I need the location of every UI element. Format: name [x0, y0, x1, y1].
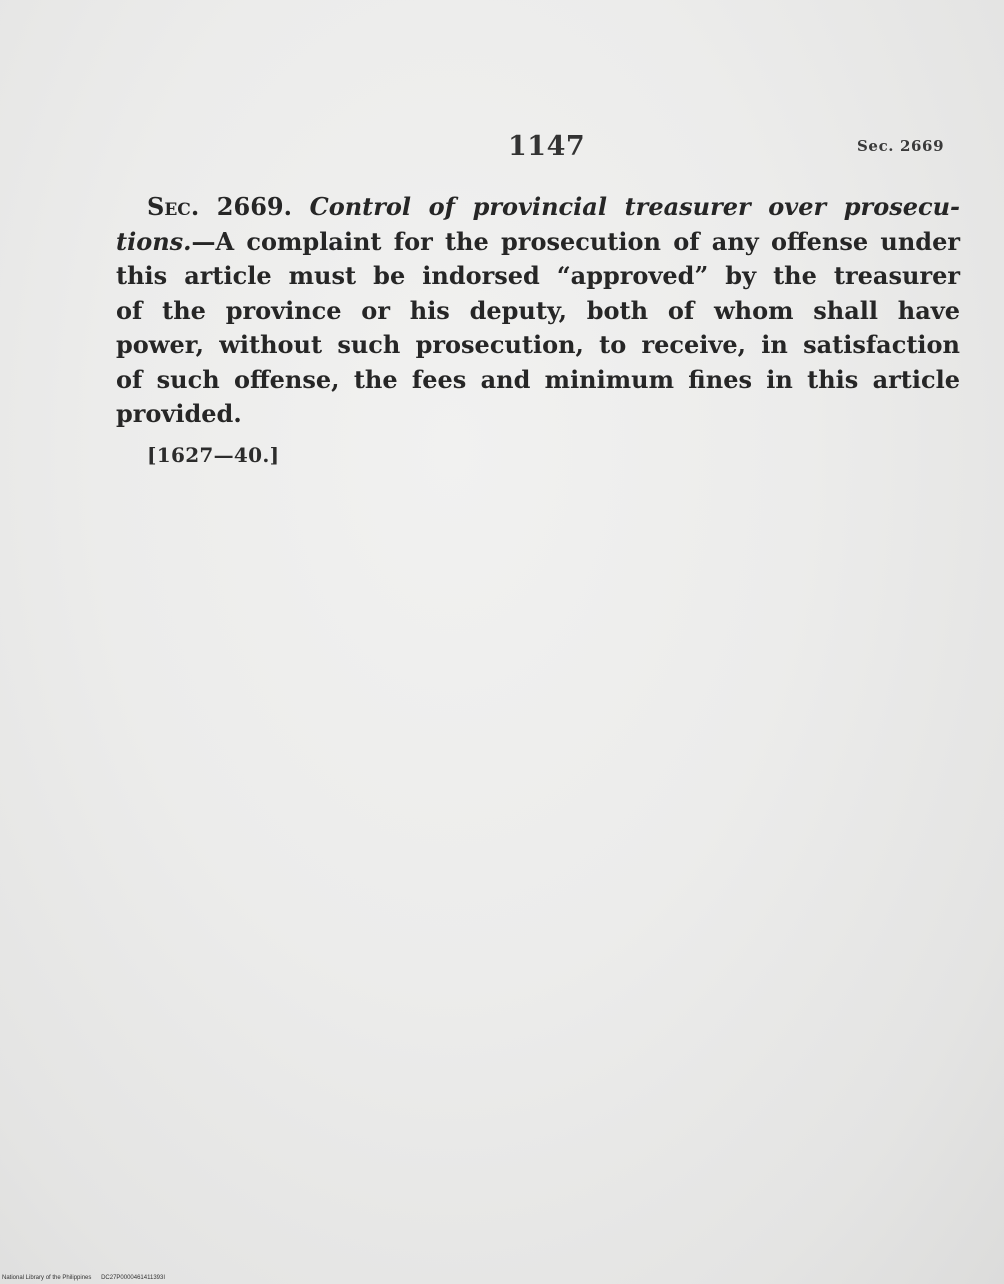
- page-number: 1147: [508, 131, 586, 162]
- footer-library: National Library of the Philippines: [2, 1275, 92, 1281]
- section-body: [116, 190, 960, 432]
- section-line-1: [116, 190, 960, 225]
- section-line-2: [116, 225, 960, 260]
- section-label: Sec. 2669.: [147, 192, 292, 221]
- section-text-start: —A complaint for the prosecution of any offense under: [191, 226, 960, 256]
- running-head: Sec. 2669: [857, 137, 945, 155]
- section-line-3: this article must be indorsed “approved” by the treasurer: [116, 261, 960, 290]
- section-line-5: power, without such prosecution, to receive, in satisfaction: [116, 330, 960, 359]
- footer-id: DC27P0000461411393I: [101, 1275, 166, 1281]
- section-line-7: provided.: [116, 399, 242, 428]
- section-caption-end: tions.: [116, 226, 192, 256]
- legislative-citation: [1627—40.]: [147, 443, 280, 467]
- section-line-6: of such offense, the fees and minimum fines in this article: [116, 364, 960, 394]
- section-line-4: of the province or his deputy, both of whom shall have: [116, 295, 960, 325]
- section-caption: Control of provincial treasurer over prosecu-: [309, 192, 961, 221]
- scan-footer: [2, 1275, 165, 1281]
